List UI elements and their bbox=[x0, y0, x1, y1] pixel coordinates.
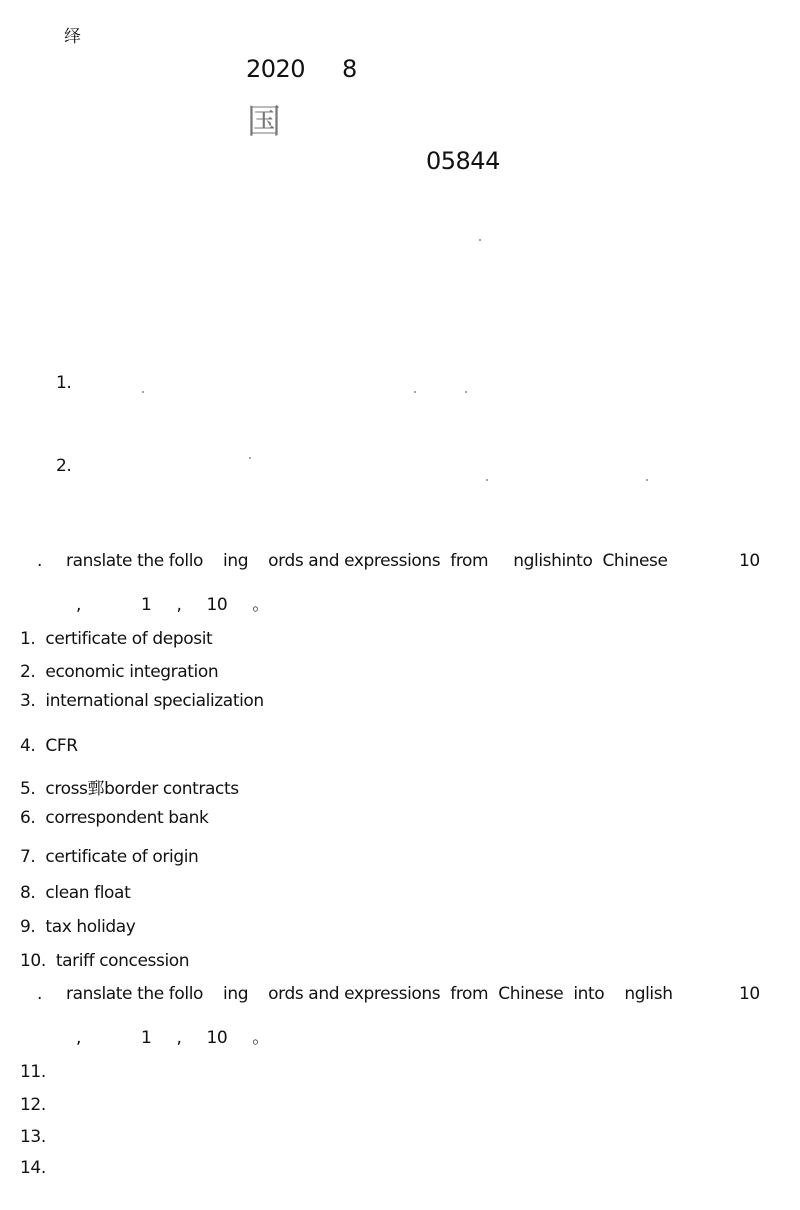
section-two-scoring: , 1 , 10 。 bbox=[76, 1028, 269, 1048]
stray-mark bbox=[479, 239, 481, 241]
list-item: 5. cross鄄border contracts bbox=[20, 779, 239, 799]
list-item: 3. international specialization bbox=[20, 691, 264, 711]
list-item: 9. tax holiday bbox=[20, 917, 136, 937]
exam-year: 2020 bbox=[246, 55, 306, 83]
list-item: 11. bbox=[20, 1062, 46, 1082]
section-two-points: 10 bbox=[739, 984, 760, 1004]
list-item: 14. bbox=[20, 1158, 46, 1178]
list-item: 6. correspondent bank bbox=[20, 808, 209, 828]
section-one-title: ranslate the follo ing ords and expressions from nglishinto Chinese bbox=[66, 551, 668, 571]
list-item: 12. bbox=[20, 1095, 46, 1115]
stray-mark bbox=[465, 391, 467, 393]
list-item: 2. economic integration bbox=[20, 662, 219, 682]
stray-mark bbox=[249, 457, 251, 459]
section-one-bullet: . bbox=[37, 551, 43, 571]
instruction-number: 1. bbox=[56, 373, 72, 393]
stray-mark bbox=[414, 391, 416, 393]
stray-mark bbox=[646, 479, 648, 481]
list-item: 10. tariff concession bbox=[20, 951, 190, 971]
course-code: 05844 bbox=[426, 147, 500, 175]
section-one-points: 10 bbox=[739, 551, 760, 571]
list-item: 1. certificate of deposit bbox=[20, 629, 213, 649]
list-item: 7. certificate of origin bbox=[20, 847, 199, 867]
list-item: 8. clean float bbox=[20, 883, 131, 903]
list-item: 4. CFR bbox=[20, 736, 78, 756]
section-two-bullet: . bbox=[37, 984, 43, 1004]
stray-mark bbox=[486, 479, 488, 481]
instruction-number: 2. bbox=[56, 456, 72, 476]
section-two-title: ranslate the follo ing ords and expressions from Chinese into nglish bbox=[66, 984, 673, 1004]
section-one-scoring: , 1 , 10 。 bbox=[76, 595, 269, 615]
title-character: 国 bbox=[247, 102, 281, 142]
list-item: 13. bbox=[20, 1127, 46, 1147]
corner-character: 绎 bbox=[64, 27, 81, 47]
exam-month: 8 bbox=[342, 55, 357, 83]
stray-mark bbox=[142, 391, 144, 393]
